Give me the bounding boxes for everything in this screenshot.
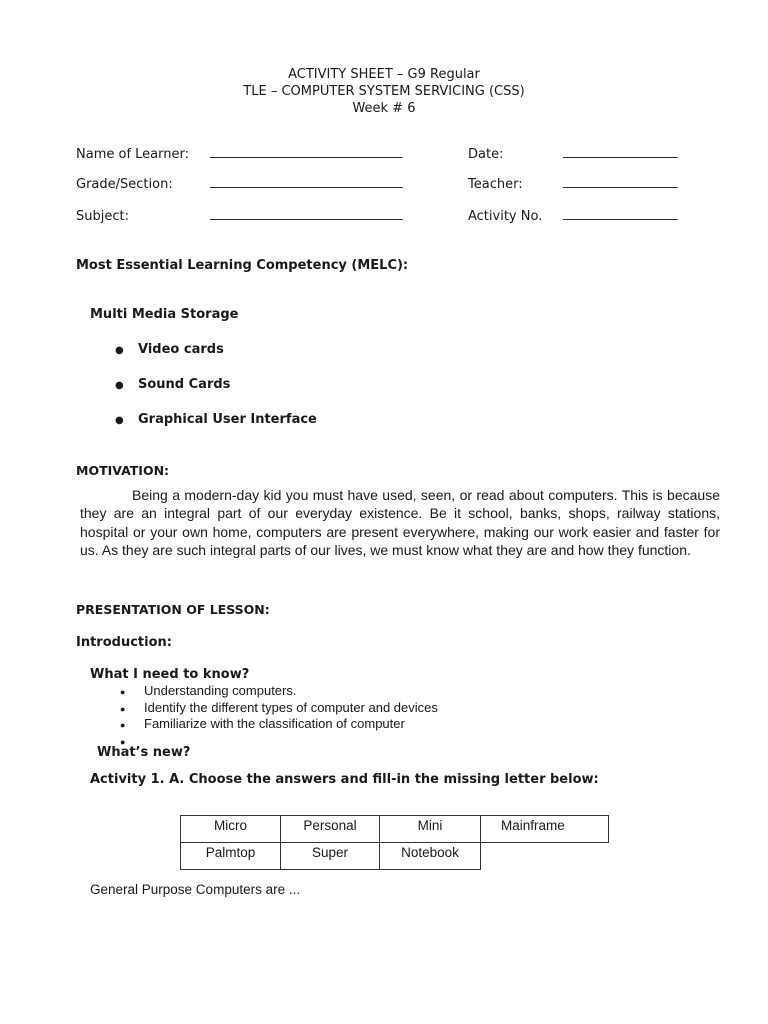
document-header	[0, 66, 768, 117]
table-cell: Micro	[181, 816, 281, 843]
introduction-heading: Introduction:	[76, 635, 172, 650]
date-field[interactable]: ___________________	[563, 144, 677, 159]
bullet-icon: ●	[115, 345, 124, 356]
date-label: Date:	[468, 147, 504, 162]
table-cell: Notebook	[380, 843, 481, 870]
need-to-know-list	[120, 683, 438, 749]
melc-item-label: Graphical User Interface	[138, 412, 317, 427]
table-row	[181, 843, 609, 870]
name-of-learner-field[interactable]: ________________________________	[210, 144, 402, 159]
table-row	[181, 816, 609, 843]
subject-label: Subject:	[76, 209, 129, 224]
bullet-icon: ●	[115, 380, 124, 391]
header-week: Week # 6	[352, 101, 416, 116]
bullet-icon: ●	[120, 736, 126, 747]
subject-field[interactable]: ________________________________	[210, 206, 402, 221]
table-cell: Mainframe	[481, 816, 609, 843]
list-item-label: Identify the different types of computer and devices	[144, 699, 438, 715]
melc-item	[115, 377, 230, 392]
activity-heading: Activity 1. A. Choose the answers and fill-in the missing letter below:	[90, 772, 599, 787]
header-title: ACTIVITY SHEET – G9 Regular	[288, 67, 480, 82]
list-item	[120, 683, 438, 700]
melc-item	[115, 342, 224, 357]
melc-item-label: Sound Cards	[138, 377, 231, 392]
table-cell: Super	[281, 843, 380, 870]
bullet-icon: ●	[120, 720, 126, 730]
motivation-paragraph: Being a modern-day kid you must have used, seen, or read about computers. This is because they are an integral part of our everyday existence. Be it school, banks, shops, railway stations, hospital or your own home, computers are present everywhere, making our work easier and faster for us. As they are such integral parts of our lives, we must know what they are and how they function.	[80, 487, 720, 558]
whats-new-heading: What’s new?	[97, 745, 191, 760]
melc-item-label: Video cards	[138, 342, 224, 357]
activity-no-field[interactable]: ___________________	[563, 206, 677, 221]
table-cell-empty	[481, 843, 609, 870]
bullet-icon: ●	[115, 415, 124, 426]
list-item-label: Understanding computers.	[144, 683, 297, 698]
list-item	[120, 716, 438, 733]
activity-no-label: Activity No.	[468, 209, 543, 224]
melc-heading: Most Essential Learning Competency (MELC):	[76, 258, 409, 273]
bullet-icon: ●	[120, 703, 126, 714]
bullet-icon: ●	[120, 687, 126, 697]
presentation-heading: PRESENTATION OF LESSON:	[76, 602, 270, 617]
melc-topic: Multi Media Storage	[90, 307, 239, 322]
name-of-learner-label: Name of Learner:	[76, 147, 189, 162]
table-cell: Mini	[380, 816, 481, 843]
melc-item	[115, 412, 317, 427]
grade-section-field[interactable]: ________________________________	[210, 174, 402, 189]
motivation-heading: MOTIVATION:	[76, 463, 170, 478]
choices-table	[180, 815, 609, 870]
general-purpose-text: General Purpose Computers are ...	[90, 882, 301, 897]
table-cell: Palmtop	[181, 843, 281, 870]
list-item-label: Familiarize with the classification of computer	[144, 716, 405, 731]
list-item	[120, 700, 438, 717]
table-cell: Personal	[281, 816, 380, 843]
teacher-field[interactable]: ___________________	[563, 174, 677, 189]
header-subject: TLE – COMPUTER SYSTEM SERVICING (CSS)	[243, 84, 525, 99]
teacher-label: Teacher:	[468, 177, 523, 192]
need-to-know-heading: What I need to know?	[90, 667, 250, 682]
grade-section-label: Grade/Section:	[76, 177, 173, 192]
